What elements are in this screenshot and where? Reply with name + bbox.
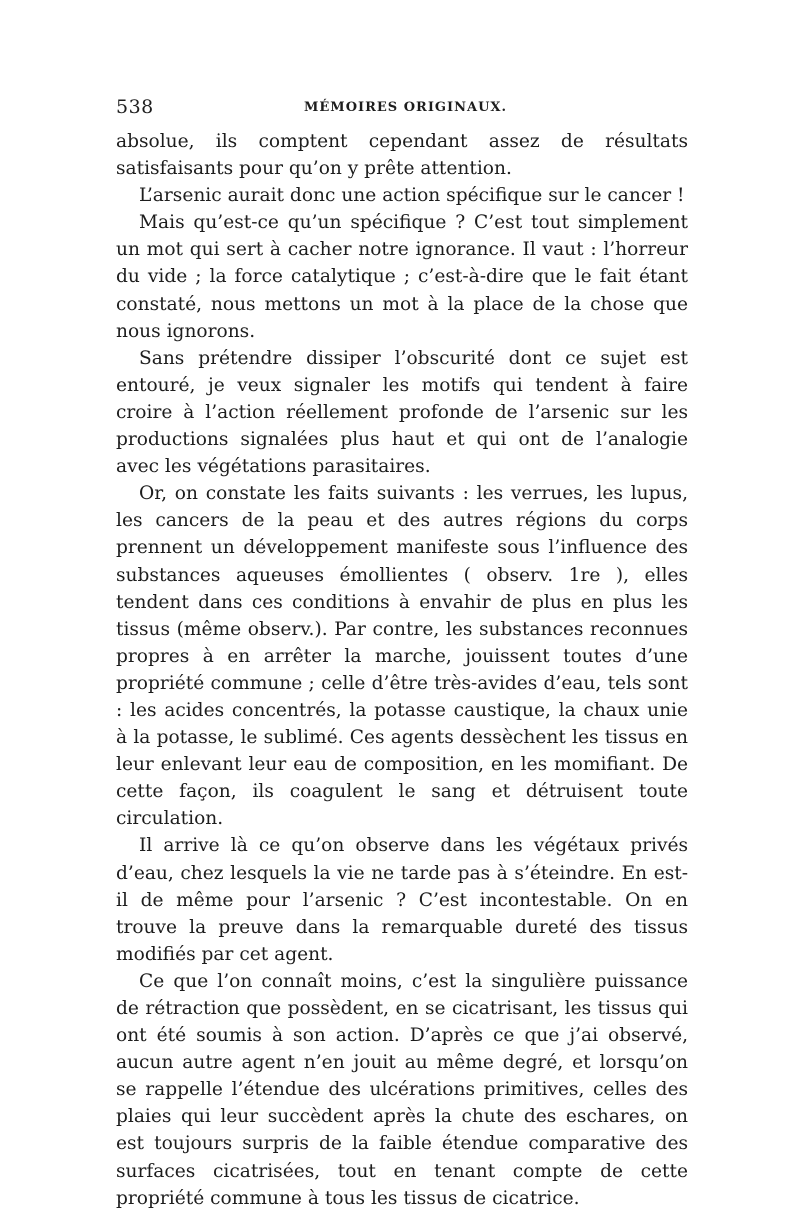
body-text bbox=[116, 128, 688, 1212]
paragraph-5: Or, on constate les faits suivants : les verrues, les lupus, les cancers de la peau et des autres régions du corps prennent un développement manifeste sous l’influence des substances aqueuses émollientes ( observ. 1re ), elles tendent dans ces conditions à envahir de plus en plus les tissus (même observ.). Par contre, les substances reconnues propres à en arrêter la marche, jouissent toutes d’une propriété commune ; celle d’être très-avides d’eau, tels sont : les acides concentrés, la potasse caustique, la chaux unie à la potasse, le sublimé. Ces agents dessèchent les tissus en leur enlevant leur eau de composition, en les momifiant. De cette façon, ils coagulent le sang et détruisent toute circulation. bbox=[116, 483, 688, 830]
running-head bbox=[116, 96, 686, 124]
paragraph-6: Il arrive là ce qu’on observe dans les végétaux privés d’eau, chez lesquels la vie ne tarde pas à s’éteindre. En est-il de même pour l’arsenic ? C’est incontestable. On en trouve la preuve dans la remarquable dureté des tissus modifiés par cet agent. bbox=[116, 835, 688, 965]
paragraph-7: Ce que l’on connaît moins, c’est la singulière puissance de rétraction que possèdent, en se cicatrisant, les tissus qui ont été soumis à son action. D’après ce que j’ai observé, aucun autre agent n’en jouit au même degré, et lorsqu’on se rappelle l’étendue des ulcérations primitives, celles des plaies qui leur succèdent après la chute des eschares, on est toujours surpris de la faible étendue comparative des surfaces cicatrisées, tout en tenant compte de cette propriété commune à tous les tissus de cicatrice. bbox=[116, 970, 688, 1209]
running-title: MÉMOIRES ORIGINAUX. bbox=[304, 100, 508, 115]
paragraph-2: L’arsenic aurait donc une action spécifique sur le cancer ! bbox=[139, 185, 685, 207]
paragraph-3: Mais qu’est-ce qu’un spécifique ? C’est tout simplement un mot qui sert à cacher notre ignorance. Il vaut : l’horreur du vide ; la force catalytique ; c’est-à-dire que le fait étant constaté, nous mettons un mot à la place de la chose que nous ignorons. bbox=[116, 212, 688, 342]
page-number: 538 bbox=[116, 96, 154, 118]
paragraph-4: Sans prétendre dissiper l’obscurité dont ce sujet est entouré, je veux signaler les motifs qui tendent à faire croire à l’action réellement profonde de l’arsenic sur les productions signalées plus haut et qui ont de l’analogie avec les végétations parasitaires. bbox=[116, 347, 688, 478]
paragraph-1: absolue, ils comptent cependant assez de résultats satisfaisants pour qu’on y prête attention. bbox=[116, 131, 688, 180]
